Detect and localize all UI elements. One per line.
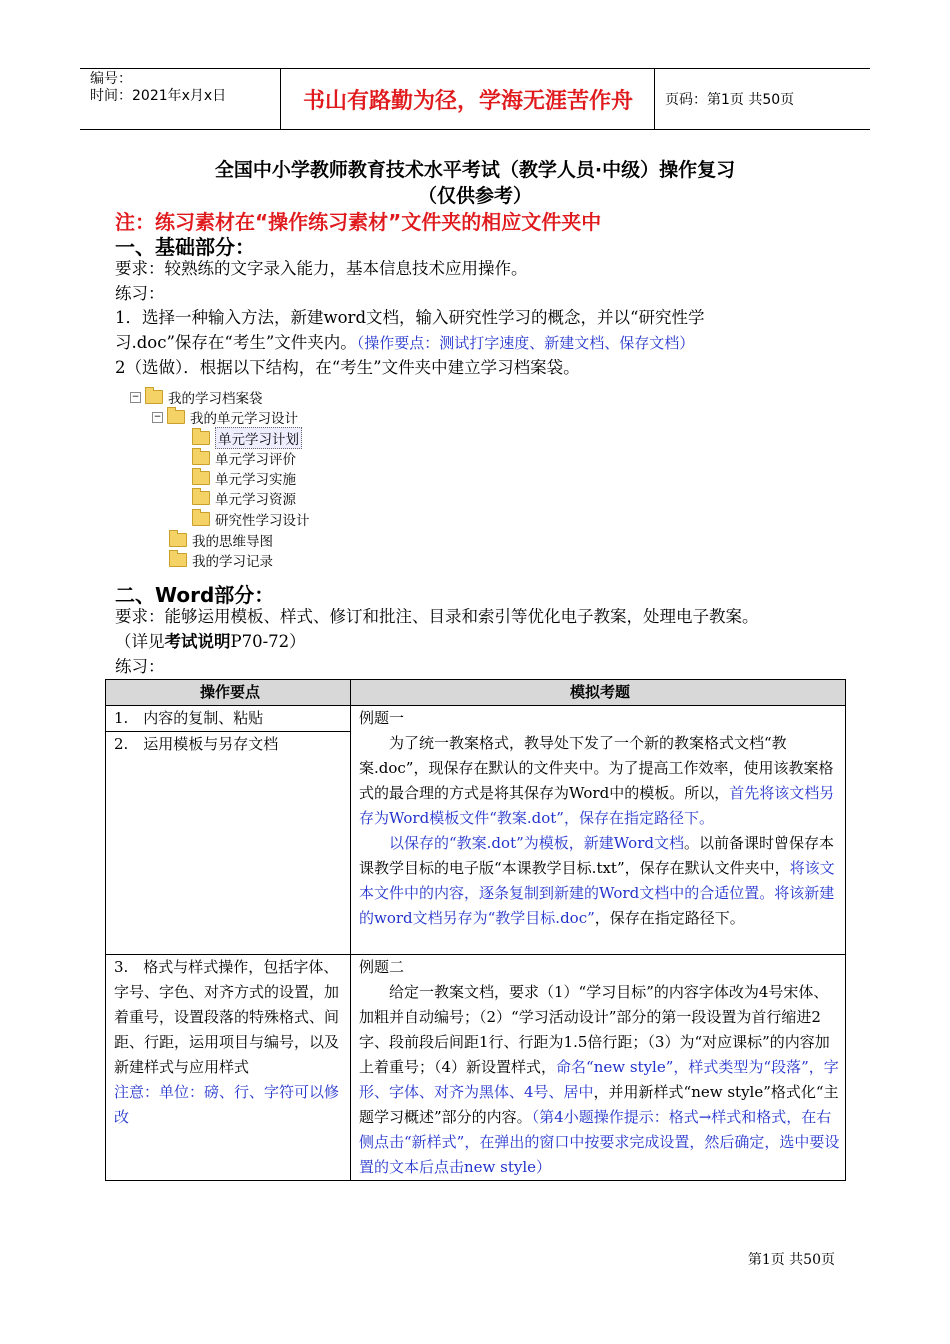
example1-highlight: 将该文本文件中的内容，逐条复制到新建的Word文档中的合适位置。将该新建的word文档另存为“教学目标.doc” xyxy=(359,859,835,927)
table-header-row xyxy=(106,680,846,706)
tree-leaf[interactable] xyxy=(192,448,296,468)
section2-reference xyxy=(115,630,845,654)
reference-suffix: P70-72） xyxy=(230,632,306,651)
example1-cell xyxy=(351,706,846,955)
example1-title: 例题一 xyxy=(359,709,405,727)
doc-subtitle: （仅供参考） xyxy=(417,185,532,207)
collapse-icon[interactable]: − xyxy=(131,391,140,402)
col-header-questions: 模拟考题 xyxy=(351,680,846,706)
tree-child-label: 我的单元学习设计 xyxy=(190,411,298,427)
exercise1-line2 xyxy=(115,331,845,355)
folder-icon xyxy=(192,451,210,465)
section1-practice: 练习： xyxy=(115,284,165,303)
tree-leaf-label: 单元学习实施 xyxy=(215,472,296,488)
exercise1-tip: （操作要点：测试打字速度、新建文档、保存文档） xyxy=(356,334,695,352)
example2-title: 例题二 xyxy=(359,958,405,976)
example2-text: ，并用新样式“new style”格式化“主题学习概述”部分的内容。 xyxy=(359,1083,839,1126)
folder-icon xyxy=(169,553,187,567)
tree-root[interactable] xyxy=(130,387,263,407)
tree-leaf[interactable] xyxy=(192,468,296,488)
tree-child-label: 我的学习记录 xyxy=(192,554,273,570)
example1-highlight: 以保存的“教案.dot”为模板，新建Word文档 xyxy=(389,834,684,852)
example2-text: 给定一教案文档，要求（1）“学习目标”的内容字体改为4号宋体、加粗并自动编号；（2）“学习活动设计”部分的第一段设置为首行缩进2字、段前段后间距1行、行距为1.5倍行距；（3）为“对应课标”的内容加上着重号；（4）新设置样式， xyxy=(359,983,830,1076)
section2-practice: 练习： xyxy=(115,657,165,676)
doc-title: 全国中小学教师教育技术水平考试（教学人员·中级）操作复习 xyxy=(214,159,736,181)
header-meta xyxy=(80,69,281,129)
section2-heading: 二、Word部分： xyxy=(115,583,275,607)
example1-para2 xyxy=(359,831,841,931)
tree-leaf-label: 单元学习资源 xyxy=(215,492,296,508)
section1-heading: 一、基础部分： xyxy=(115,235,255,259)
example1-text: ，保存在指定路径下。 xyxy=(594,909,745,927)
example1-text: 为了统一教案格式，教导处下发了一个新的教案格式文档“教案.doc”，现保存在默认的文件夹中。为了提高工作效率，使用该教案格式的最合理的方式是将其保存为Word中的模板。所以， xyxy=(359,734,834,802)
tree-child-unit-design[interactable] xyxy=(152,407,298,427)
reference-bold: 考试说明 xyxy=(164,632,231,651)
tree-leaf-label: 研究性学习设计 xyxy=(215,513,310,529)
example2-cell xyxy=(351,955,846,1181)
tree-leaf[interactable] xyxy=(192,488,296,508)
doc-number: 编号： xyxy=(90,71,132,87)
tree-child-mindmap[interactable] xyxy=(169,530,273,550)
collapse-icon[interactable]: − xyxy=(153,411,162,422)
tree-root-label: 我的学习档案袋 xyxy=(168,391,263,407)
folder-icon xyxy=(169,533,187,547)
example1-text: 。以前备课时曾保存本课教学目标的电子版“本课教学目标.txt”，保存在默认文件夹中， xyxy=(359,834,834,877)
doc-time: 时间：2021年x月x日 xyxy=(90,88,227,104)
folder-icon xyxy=(145,390,163,404)
section2-requirement: 要求：能够运用模板、样式、修订和批注、目录和索引等优化电子教案，处理电子教案。 xyxy=(115,607,759,626)
example2-highlight: 命名“new style”，样式类型为“段落”，字形、字体、对齐为黑体、4号、居中 xyxy=(359,1058,839,1101)
tree-child-records[interactable] xyxy=(169,550,273,570)
reference-prefix: （详见 xyxy=(115,632,165,651)
tree-leaf[interactable] xyxy=(192,428,302,448)
example2-para xyxy=(359,980,841,1180)
row3-note: 注意：单位：磅、行、字符可以修改 xyxy=(114,1083,340,1126)
exercise1-text: 习.doc”保存在“考生”文件夹内。 xyxy=(115,333,357,352)
exercise1-line1: 1．选择一种输入方法，新建word文档，输入研究性学习的概念，并以“研究性学 xyxy=(115,308,705,327)
exercise-table xyxy=(105,679,846,1181)
material-note: 注：练习素材在“操作练习素材”文件夹的相应文件夹中 xyxy=(115,210,602,234)
section1-requirement: 要求：较熟练的文字录入能力，基本信息技术应用操作。 xyxy=(115,259,528,278)
row1-point: 1. 内容的复制、粘贴 xyxy=(106,706,351,732)
example1-highlight: 首先将该文档另存为Word模板文件“教案.dot”，保存在指定路径下。 xyxy=(359,784,835,827)
tree-leaf[interactable] xyxy=(192,509,310,529)
header-motto: 书山有路勤为径，学海无涯苦作舟 xyxy=(282,69,655,129)
row2-point: 2. 运用模板与另存文档 xyxy=(106,732,351,955)
row3-point xyxy=(106,955,351,1181)
folder-tree xyxy=(125,385,325,570)
folder-icon xyxy=(192,512,210,526)
table-row xyxy=(106,955,846,1181)
example1-para1 xyxy=(359,731,841,831)
page-header xyxy=(80,68,870,130)
col-header-points: 操作要点 xyxy=(106,680,351,706)
folder-icon xyxy=(192,431,210,445)
folder-icon xyxy=(192,471,210,485)
tree-leaf-label: 单元学习评价 xyxy=(215,452,296,468)
row3-text: 3. 格式与样式操作，包括字体、字号、字色、对齐方式的设置，加着重号，设置段落的特殊格式、间距、行距，运用项目与编号，以及新建样式与应用样式 xyxy=(114,958,340,1076)
folder-icon xyxy=(192,491,210,505)
header-page-info: 页码：第1页 共50页 xyxy=(665,92,795,108)
tree-leaf-label: 单元学习计划 xyxy=(215,427,302,449)
folder-icon xyxy=(167,410,185,424)
tree-child-label: 我的思维导图 xyxy=(192,534,273,550)
table-row xyxy=(106,706,846,732)
exercise2: 2（选做）．根据以下结构，在“考生”文件夹中建立学习档案袋。 xyxy=(115,358,580,377)
page-footer: 第1页 共50页 xyxy=(747,1252,835,1268)
example2-tip: （第4小题操作提示：格式→样式和格式，在右侧点击“新样式”，在弹出的窗口中按要求完成设置，然后确定，选中要设置的文本后点击new style） xyxy=(359,1108,840,1176)
